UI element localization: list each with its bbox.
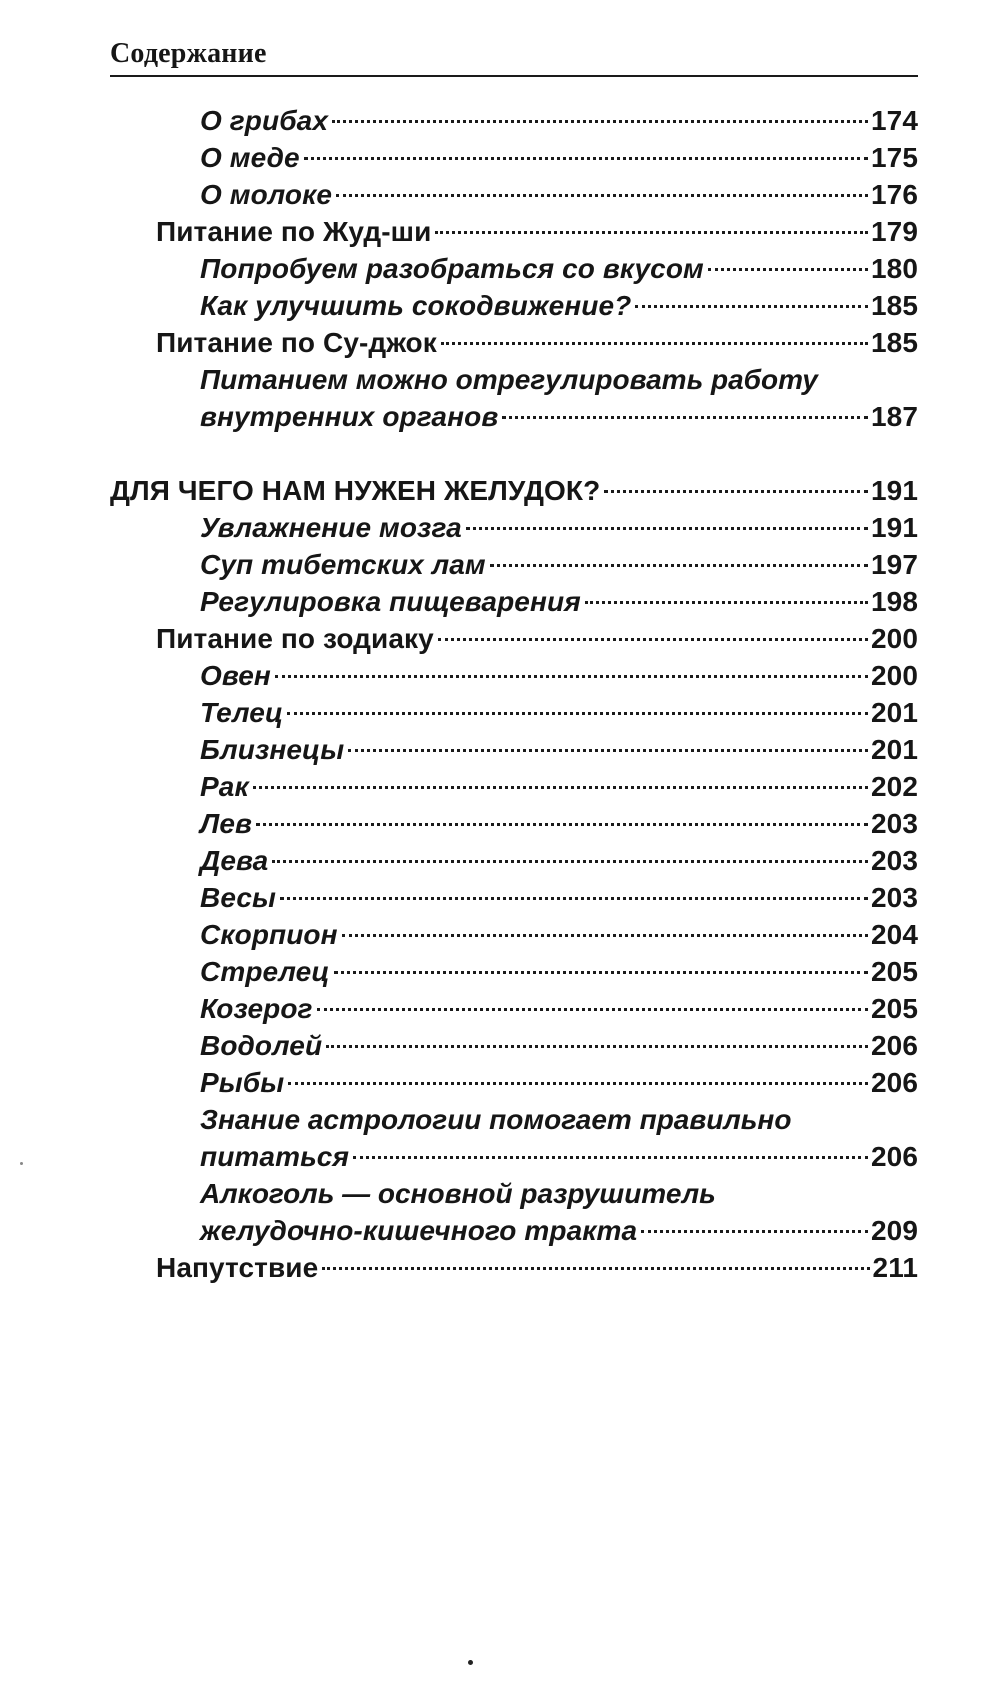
toc-entry[interactable]	[156, 212, 918, 251]
toc-entry-title: внутренних органов	[200, 401, 499, 432]
toc-entry-title: Питание по зодиаку	[156, 623, 434, 654]
dot-leader	[348, 749, 868, 752]
toc-entry-page: 197	[870, 549, 918, 580]
toc-entry[interactable]	[156, 1248, 918, 1287]
toc-entry-title: Весы	[200, 882, 277, 913]
toc-entry-page: 205	[870, 956, 918, 987]
dot-leader	[317, 1008, 868, 1011]
toc-chapter-entry[interactable]	[110, 471, 918, 510]
toc-entry[interactable]	[200, 582, 918, 621]
toc-entry-title: О молоке	[200, 179, 333, 210]
toc-entry-page: 211	[872, 1252, 918, 1283]
dot-leader	[353, 1156, 868, 1159]
dot-leader	[502, 416, 868, 419]
toc-entry-title-line1: Знание астрологии помогает правильно	[200, 1104, 792, 1135]
toc-entry[interactable]	[200, 730, 918, 769]
print-speck	[468, 1660, 473, 1665]
running-head: Содержание	[110, 38, 267, 69]
toc-entry[interactable]	[156, 619, 918, 658]
dot-leader	[342, 934, 868, 937]
dot-leader	[272, 860, 868, 863]
toc-entry-page: 175	[870, 142, 918, 173]
toc-entry-page: 203	[870, 882, 918, 913]
toc-entry[interactable]	[200, 249, 918, 288]
toc-entry-page: 187	[870, 401, 918, 432]
toc-entry[interactable]	[200, 841, 918, 880]
toc-entry[interactable]	[200, 878, 918, 917]
toc-entry[interactable]	[200, 915, 918, 954]
toc-entry-page: 191	[870, 475, 918, 506]
toc-entry[interactable]	[200, 175, 918, 214]
toc-entry-page: 174	[870, 105, 918, 136]
toc-entry-title: Рыбы	[200, 1067, 285, 1098]
toc-entry-title: Рак	[200, 771, 249, 802]
header-rule	[110, 75, 918, 77]
dot-leader	[585, 601, 868, 604]
dot-leader	[490, 564, 868, 567]
toc-entry-page: 206	[870, 1030, 918, 1061]
toc-entry[interactable]	[200, 101, 918, 140]
toc-entry[interactable]	[200, 1137, 918, 1176]
toc-entry-title: Суп тибетских лам	[200, 549, 486, 580]
toc-entry-page: 200	[870, 623, 918, 654]
toc-entry-title: Телец	[200, 697, 284, 728]
toc-entry-title: Питание по Су-джок	[156, 327, 437, 358]
dot-leader	[466, 527, 868, 530]
toc-entry-title: Козерог	[200, 993, 313, 1024]
dot-leader	[287, 712, 868, 715]
toc-entry-page: 204	[870, 919, 918, 950]
dot-leader	[322, 1267, 869, 1270]
toc-entry-title: Увлажнение мозга	[200, 512, 462, 543]
toc-entry-title-line1: Питанием можно отрегулировать работу	[200, 364, 818, 395]
toc-entry-page: 185	[870, 327, 918, 358]
dot-leader	[604, 490, 868, 493]
dot-leader	[275, 675, 868, 678]
toc-entry[interactable]	[200, 989, 918, 1028]
toc-entry-title: О грибах	[200, 105, 328, 136]
dot-leader	[326, 1045, 868, 1048]
toc-entry-title: Лев	[200, 808, 253, 839]
toc-entry[interactable]	[200, 1063, 918, 1102]
toc-entry-title: О меде	[200, 142, 300, 173]
toc-entry-page: 185	[870, 290, 918, 321]
toc-entry[interactable]	[200, 767, 918, 806]
toc-entry-title: Овен	[200, 660, 271, 691]
toc-entry-title: Регулировка пищеварения	[200, 586, 581, 617]
toc-entry[interactable]	[200, 1211, 918, 1250]
toc-entry-title: желудочно-кишечного тракта	[200, 1215, 638, 1246]
toc-entry-title: питаться	[200, 1141, 350, 1172]
dot-leader	[256, 823, 868, 826]
toc-entry-title: Стрелец	[200, 956, 330, 987]
toc-entry-title: Как улучшить сокодвижение?	[200, 290, 632, 321]
toc-entry-title: ДЛЯ ЧЕГО НАМ НУЖЕН ЖЕЛУДОК?	[110, 475, 601, 506]
toc-entry-page: 179	[870, 216, 918, 247]
toc-entry-page: 200	[870, 660, 918, 691]
dot-leader	[435, 231, 868, 234]
dot-leader	[304, 157, 868, 160]
dot-leader	[641, 1230, 868, 1233]
dot-leader	[635, 305, 868, 308]
toc-entry-title: Напутствие	[156, 1252, 319, 1283]
dot-leader	[438, 638, 868, 641]
toc-entry-page: 209	[870, 1215, 918, 1246]
dot-leader	[253, 786, 868, 789]
toc-entry-page: 201	[870, 734, 918, 765]
toc-entry-page: 201	[870, 697, 918, 728]
toc-entry-title: Водолей	[200, 1030, 323, 1061]
toc-entry-title-line1: Алкоголь — основной разрушитель	[200, 1178, 716, 1209]
toc-entry[interactable]	[156, 323, 918, 362]
dot-leader	[332, 120, 868, 123]
toc-entry-page: 205	[870, 993, 918, 1024]
toc-entry-page: 206	[870, 1067, 918, 1098]
toc-entry-page: 180	[870, 253, 918, 284]
toc-entry-page: 203	[870, 808, 918, 839]
toc-entry[interactable]	[200, 693, 918, 732]
toc-entry-page: 176	[870, 179, 918, 210]
toc-entry-title: Близнецы	[200, 734, 345, 765]
toc-entry[interactable]	[200, 508, 918, 547]
toc-entry-page: 203	[870, 845, 918, 876]
toc-entry-page: 191	[870, 512, 918, 543]
toc-entry-title: Скорпион	[200, 919, 338, 950]
dot-leader	[334, 971, 868, 974]
dot-leader	[441, 342, 868, 345]
toc-entry-title: Питание по Жуд-ши	[156, 216, 432, 247]
dot-leader	[336, 194, 868, 197]
toc-entry[interactable]	[200, 952, 918, 991]
toc-entry-page: 202	[870, 771, 918, 802]
toc-entry[interactable]	[200, 545, 918, 584]
toc-entry-page: 206	[870, 1141, 918, 1172]
toc-entry-page: 198	[870, 586, 918, 617]
dot-leader	[708, 268, 868, 271]
dot-leader	[280, 897, 868, 900]
toc-entry[interactable]	[200, 656, 918, 695]
print-speck	[20, 1162, 23, 1165]
toc-entry[interactable]	[200, 138, 918, 177]
toc-entry-title: Попробуем разобраться со вкусом	[200, 253, 704, 284]
toc-entry[interactable]	[200, 1026, 918, 1065]
toc-entry[interactable]	[200, 804, 918, 843]
toc-entry[interactable]	[200, 397, 918, 436]
toc-entry-title: Дева	[200, 845, 269, 876]
dot-leader	[288, 1082, 868, 1085]
toc-entry[interactable]	[200, 286, 918, 325]
